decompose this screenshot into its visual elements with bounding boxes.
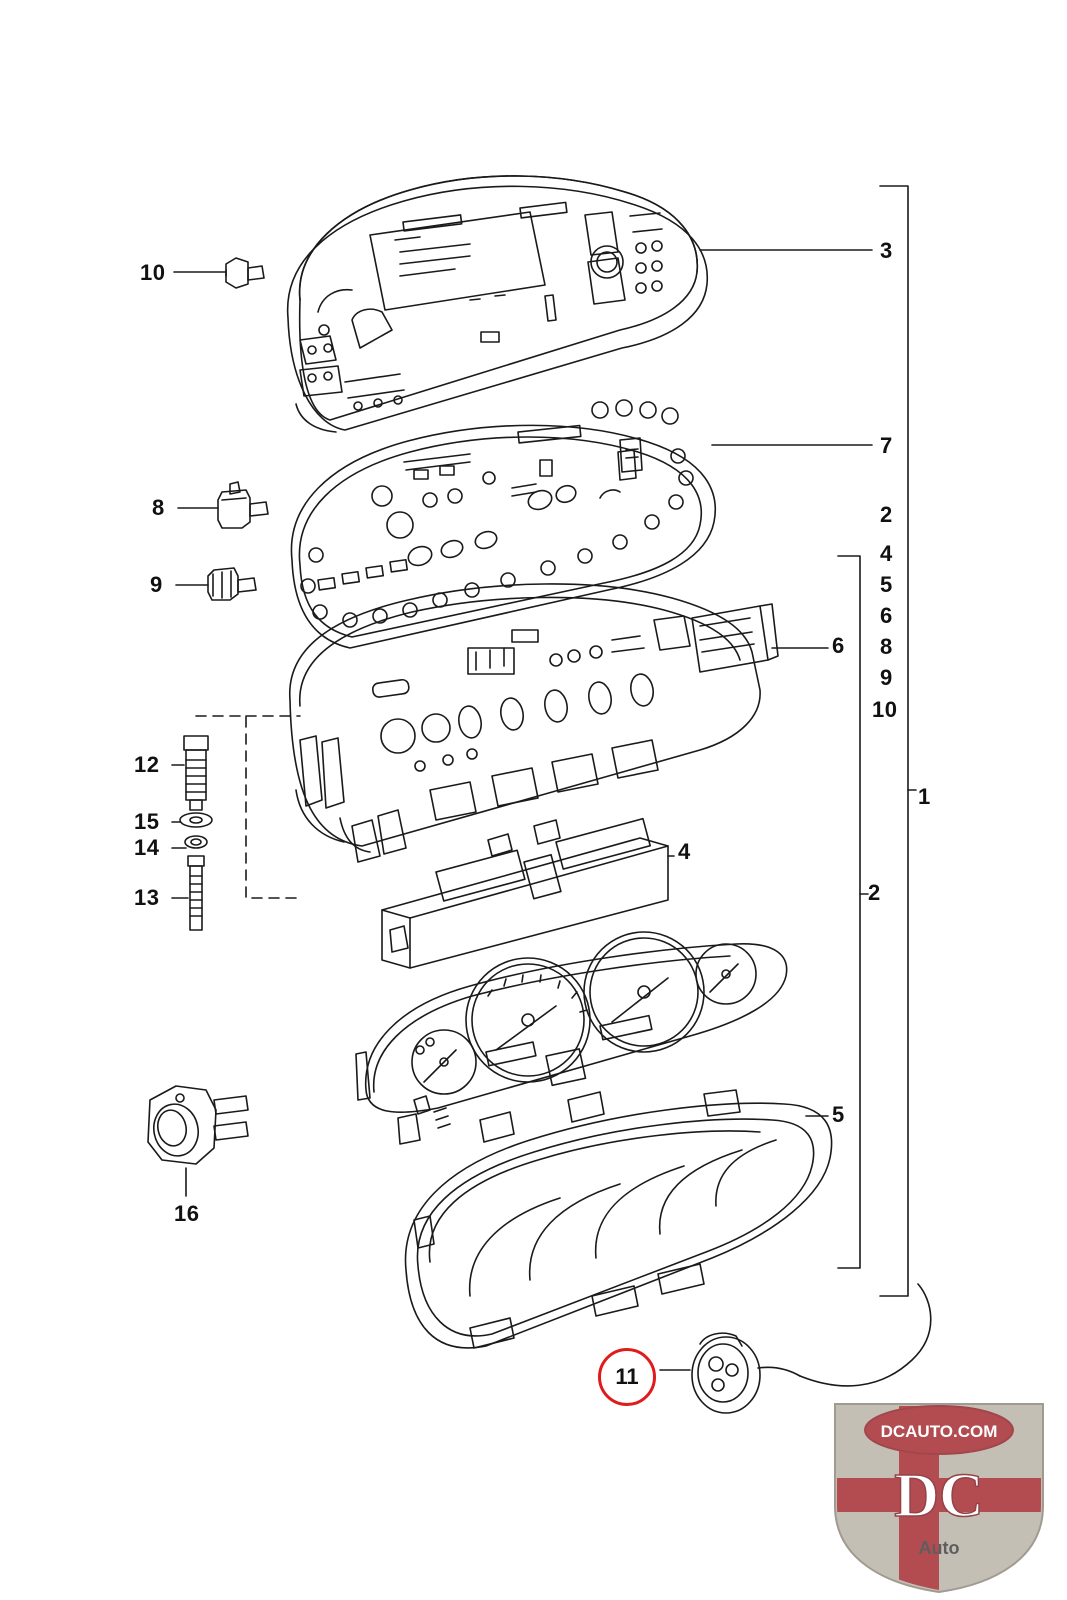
callout-9-right[interactable]: 9 xyxy=(880,665,893,690)
callout-10-right[interactable]: 10 xyxy=(872,697,898,722)
part-8-switch xyxy=(218,482,268,528)
callout-4[interactable]: 4 xyxy=(678,839,691,864)
callout-5-right[interactable]: 5 xyxy=(880,572,893,597)
callout-14[interactable]: 14 xyxy=(134,835,160,860)
part-4-display xyxy=(382,819,668,968)
part-7-pcb xyxy=(291,400,715,648)
callout-6[interactable]: 6 xyxy=(832,633,845,658)
callout-8[interactable]: 8 xyxy=(152,495,165,520)
callout-8-right[interactable]: 8 xyxy=(880,634,893,659)
callout-4-right[interactable]: 4 xyxy=(880,541,893,566)
part-9-screw xyxy=(208,568,256,600)
watermark-sub-text: Auto xyxy=(918,1538,960,1558)
callout-6-right[interactable]: 6 xyxy=(880,603,893,628)
callout-15[interactable]: 15 xyxy=(134,809,160,834)
part-16-relay xyxy=(148,1086,248,1164)
callout-16[interactable]: 16 xyxy=(174,1201,200,1226)
watermark-main-text: DC xyxy=(894,1462,984,1530)
callout-12[interactable]: 12 xyxy=(134,752,160,777)
part-10-pin xyxy=(226,258,264,288)
callout-2-right[interactable]: 2 xyxy=(880,502,893,527)
part-3-rear-housing xyxy=(288,176,708,432)
callout-7[interactable]: 7 xyxy=(880,433,893,458)
part-6-housing xyxy=(290,584,778,862)
callout-13[interactable]: 13 xyxy=(134,885,160,910)
parts-12-15-14-13 xyxy=(180,716,300,930)
part-2-dial-face xyxy=(356,932,787,1144)
callout-9[interactable]: 9 xyxy=(150,572,163,597)
leader-lines xyxy=(172,186,916,1370)
callout-5[interactable]: 5 xyxy=(832,1102,845,1127)
watermark-logo xyxy=(819,1394,1059,1594)
callout-10[interactable]: 10 xyxy=(140,260,166,285)
watermark-top-text: DCAUTO.COM xyxy=(880,1422,998,1441)
part-5-lens xyxy=(405,1090,831,1348)
callout-1[interactable]: 1 xyxy=(918,784,931,809)
callout-11-highlighted[interactable]: 11 xyxy=(598,1348,656,1406)
callout-3[interactable]: 3 xyxy=(880,238,893,263)
callout-2-lower[interactable]: 2 xyxy=(868,880,881,905)
